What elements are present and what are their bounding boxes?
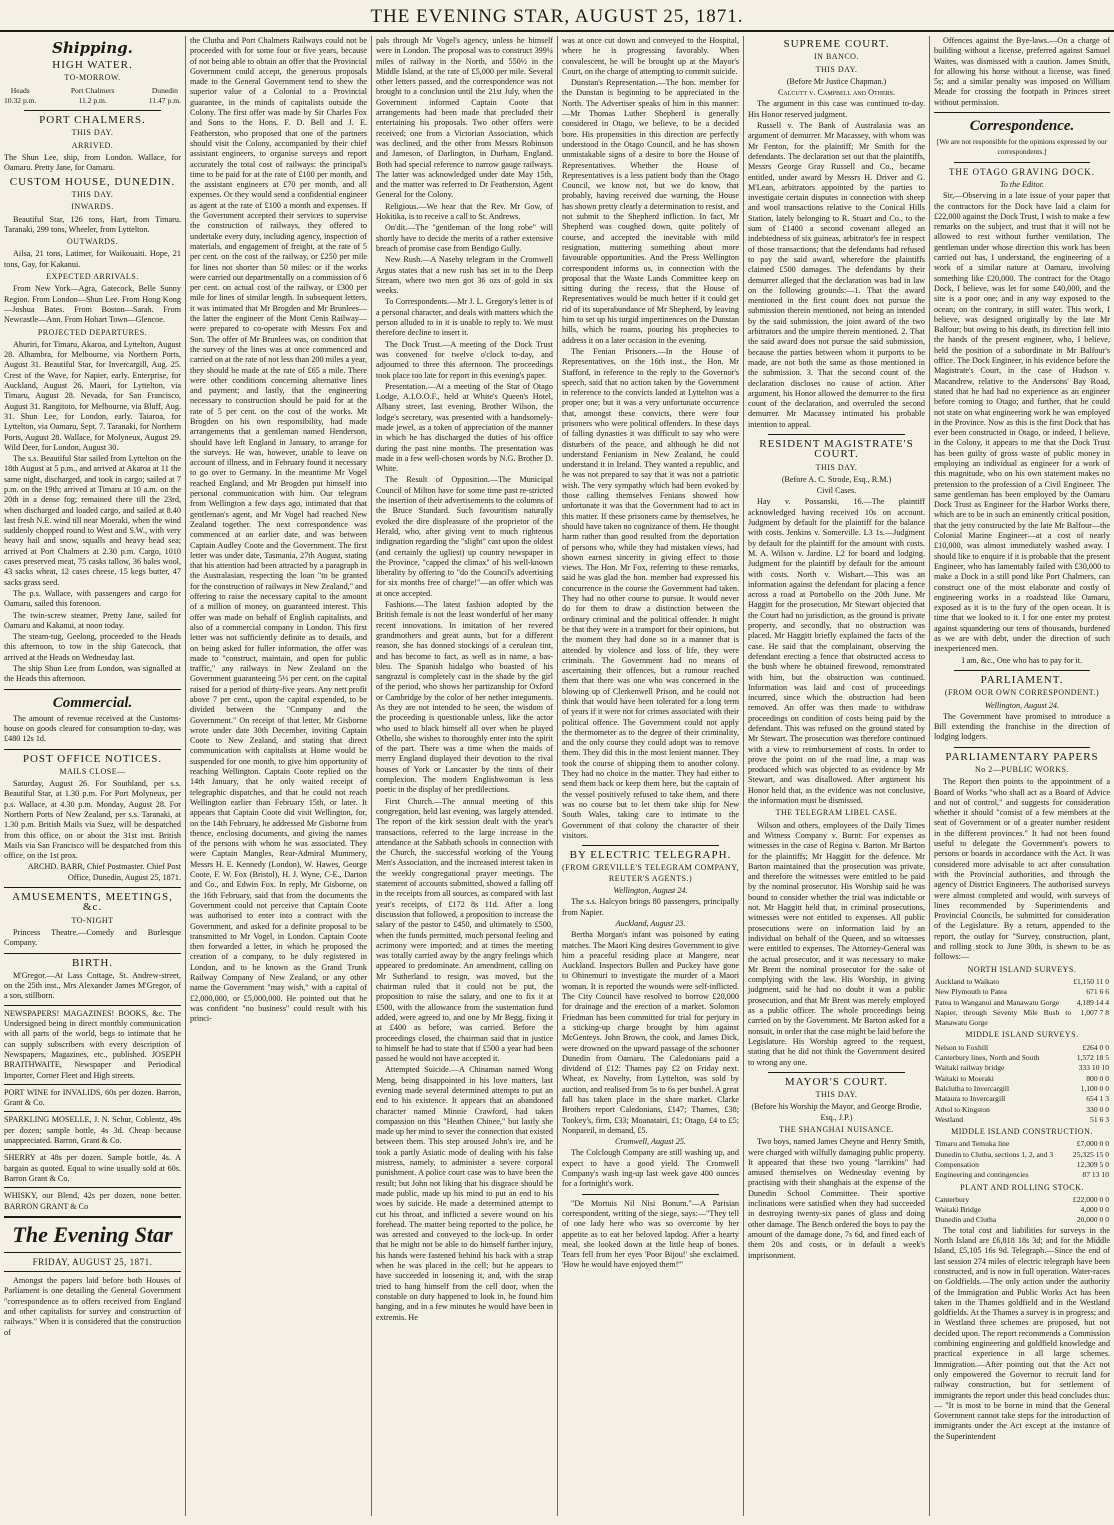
projected-label: PROJECTED DEPARTURES. bbox=[37, 327, 148, 337]
birth-heading: BIRTH. bbox=[71, 956, 114, 969]
table-row: Timaru and Temuka line £7,000 0 0 bbox=[935, 1139, 1109, 1149]
tide-cell: Port Chalmers 11.2 p.m. bbox=[70, 85, 115, 105]
plant-table bbox=[934, 1195, 1110, 1226]
parliament-text: The Government have promised to introduce a Bill extending the franchise in the direction of lodging lodgers. bbox=[934, 711, 1110, 742]
inwards-label: INWARDS. bbox=[71, 202, 114, 212]
customs-heading: CUSTOM HOUSE, DUNEDIN. bbox=[9, 175, 176, 188]
tide-table bbox=[4, 86, 181, 107]
mi-surveys-table bbox=[934, 1043, 1110, 1125]
table-row: Napier, through Seventy Mile Bush to Manawatu Gorge 1,007 7 8 bbox=[935, 1007, 1109, 1028]
in-banco-label: IN BANCO. bbox=[814, 52, 859, 62]
column-3 bbox=[372, 36, 557, 1516]
tomorrow-label: TO-MORROW. bbox=[64, 73, 121, 83]
mayors-court-heading: MAYOR'S COURT. bbox=[784, 1075, 889, 1088]
telegraph-source: (FROM GREVILLE'S TELEGRAM COMPANY, REUTER'S AGENTS.) bbox=[562, 863, 739, 883]
dateline: Wellington, August 24. bbox=[613, 886, 688, 896]
arrived-text: The Shun Lee, ship, from London. Wallace, for Oamaru. Pretty Jane, for Oamaru. bbox=[4, 153, 181, 173]
dateline: Auckland, August 23. bbox=[615, 918, 686, 928]
projected-text: Ahuriri, for Timaru, Akaroa, and Lyttelton, August 28. Alhambra, for Melbourne, via Northern Ports, August 31. Beautiful Star, for Invercargill, Aug. 25. Crest of the Wave, for Napier, early. Enterprise, for Auckland, August 26. Maori, for Lyttelton, via Timaru, August 28. Nevada, for San Francisco, August 31. Rangitoto, for Melbourne, via Bluff, Aug. 31. Shun Lee, for London, early. Taiaroa, for Lyttelton, via Oamaru, Sept. 7. Taranaki, for Northern Ports, August 28. Wallace, for Molyneux, August 29. Wild Deer, for London, August 30. bbox=[4, 339, 181, 452]
table-row: Waitaki Bridge 4,000 0 0 bbox=[935, 1205, 1109, 1215]
masthead: THE EVENING STAR, AUGUST 25, 1871. bbox=[0, 0, 1114, 32]
papers-text: The total cost and liabilities for surveys in the North Island are £6,818 18s 3d; and for the Middle Island, £5,105 16s 9d. Telegraph.—Since the end of last session 274 miles of electric telegraph have been constructed, and is now in full operation. Water-races on Goldfields.—The only action under the authority of the Immigration and Public Works Act has been taken in the Thames goldfield and in the Westland goldfields. At the Thames a survey is in progress; and in Westland three schemes are proposed, but not decided upon. The report recommends a Commission combining engineering and goldfield knowledge and practical experience in all large schemes. Immigration.—After pointing out that the Act not only empowered the Governor to recruit land for railway construction, but for settlement of immigrants the report under this head concludes thus:— "It is most to be borne in mind that the General Government cannot take steps for the introduction of immigrants under the Act except at the instance of the Superintendent bbox=[934, 1225, 1110, 1441]
news-item: The Result of Opposition.—The Municipal Council of Milton have for some time past re-stricted the insertion of their advertisements to the columns of the Bruce Standard. Such favouritism naturally evoked the dire displeasure of the proprietor of the Herald, who, after giving vent to much righteous indignation regarding the "slight" cast upon the oldest (and certainly the ugliest) up country newspaper in the Province, "capped the climax" of his well-known liberality by offering to "do the Council's advertising for six months free of charge!"—an offer which was at once accepted. bbox=[376, 475, 553, 598]
leader-continued: pals through Mr Vogel's agency, unless he himself were in London. The proposal was to construct 399¼ miles of railway in the North, and 550½ in the Middle Island, at the rate of £5,000 per mile. Several other letters passed, and the correspondence was not brought to a conclusion until the 21st July, when the Government informed Captain Coote that arrangements had been made that precluded their entertaining his proposals. Two other offers were received; one from a Victorian Association, which was declined, and the other from Messrs Robinson and Jameson, of Darlington, in Durham, England. Both had special reference to narrow gauge railways. The latter was acknowledged under date May 15th, and the matter was referred to Dr Featherston, Agent General for the Colony. bbox=[376, 36, 553, 200]
outwards-text: Ailsa, 21 tons, Latimer, for Waikouaiti. Hope, 21 tons, Gay, for Kakanui. bbox=[4, 249, 181, 269]
news-item: The Dock Trust.—A meeting of the Dock Trust was convened for twelve o'clock to-day, and adjourned to three this afternoon. The proceedings took place too late for report in this evening's paper. bbox=[376, 339, 553, 380]
case-text: Russell v. The Bank of Australasia was an argument of demurrer. Mr Macassey, with whom was Mr Fenton, for the plaintiff; Mr Smith for the defendants. The declaration set out that the plaintiffs, Messrs George Gray Russell and Co., became entitled, under award by Messrs H. Driver and G. M'Lean, arbitrators appointed by the parties to investigate certain disputes in connection with sheep and wool transactions relative to the Conical Hills Station, lately belonging to R. Stuart and Co., to the sum of £1400 a second covenant alleged an indebtedness of six guineas, arbitrator's fee in respect of those transactions; that the defendants had refused to pay the said award, wherefore the plaintiffs claimed £500 damages. The defendants by their demurrer alleged that the declaration was bad in law on the following grounds:—1. That the award mentioned in the first count does not pursue the submission therein mentioned, not being an intended by the said submission, the joint award of the two arbitrators and the umpire therein mentioned. 2. That the said award does not pursue the said submission, because the parties between whom it purports to be made, are not both the same as those mentioned in the submission. 3. That the second count of the declaration discloses no cause of action. After argument, his Honor allowed the demurrer to the first count of the declaration, and overruled the second demurrer. Mr Macassey intimated his probable intention to appeal. bbox=[748, 121, 925, 429]
shipping-news: The steam-tug, Geelong, proceeded to the Heads this afternoon, to tow in the ship Gatecock, that arrived at the Heads on Wednesday last. bbox=[4, 632, 181, 662]
mails-close-label: MAILS CLOSE— bbox=[59, 766, 126, 776]
post-office-text: Saturday, August 26. For Southland, per s.s. Beautiful Star, at 1.30 p.m. For Port Molyneux, per p.s. Wallace, at 4.30 p.m. Monday, August 28. For Northern Ports of New Zealand, per s.s. Taranaki, at 1.30 p.m. British Mails via Suez, will be despatched from this office, on or about the 31st inst. British Mails via San Francisco will be despatched from this office, on the 1st prox. bbox=[4, 779, 181, 861]
case-text: Two boys, named James Cheyne and Henry Smith, were charged with wilfully damaging public property. It appeared that these two young "larrikins" had amused themselves on Wednesday evening by practising with their shanghais at the expense of the Dunedin School Committee. Their sportive inclinations were satisfied when they had succeeded in destroying twenty-six panes of glass and doing other damage. The Bench ordered the boys to pay the amount of the damage done, 7s 6d, and fined each of them 20s and costs, or in default a week's imprisonment. bbox=[748, 1137, 925, 1260]
shipping-news: The p.s. Wallace, with passengers and cargo for Oamaru, sailed this forenoon. bbox=[4, 588, 181, 609]
leader-text: Amongst the papers laid before both Houses of Parliament is one detailing the General Government "correspondence as to offers received from England and other capitalists for survey and construction of railways." When it is considered that the construction of bbox=[4, 1276, 181, 1337]
newspaper-title: The Evening Star bbox=[12, 1221, 173, 1247]
telegraph-item: The Colclough Company are still washing up, and expect to have a good yield. The Cromwell Company's wash ing-up last week gave 400 ounces for a fortnight's work. bbox=[562, 1148, 739, 1189]
news-item: New Rush.—A Naseby telegram in the Cromwell Argus states that a new rush has set in to the Deep Stream, where two men got 36 ozs of gold in six weeks. bbox=[376, 255, 553, 296]
inwards-text: Beautiful Star, 126 tons, Hart, from Timaru. Taranaki, 299 tons, Wheeler, from Lyttelton. bbox=[4, 214, 181, 234]
advertisement: PORT WINE for INVALIDS, 60s per dozen. Barron, Grant & Co. bbox=[4, 1084, 181, 1109]
leader-continued: the Clutha and Port Chalmers Railways could not be proceeded with for some four or five years, because of not being able to obtain an offer that the Provincial Government could accept, the generous proposals made to the General Government tend to shew the superior value of a Colonial to a Provincial guarantee, in the minds of capitalists outside the Colony. The first offer was made by Sir Charles Fox and Sons to the Hons. F. D. Bell and J. E. Featherston, who proposed that one of the partners should visit the Colony, accompanied by their chief assistant engineers, to organise surveys and report accurately the total cost of railways: the principal's time to be paid for at the rate of £100 per month, and the assistant engineers at £70 per month, and all expenses. Or they would send a confidential engineer as agent at the rate of £100 a month and expenses. If the Government accepted their services to supervise the construction of railways, they offered to undertake every duty, including agency, inspection of materials, and engagement of freight, at the rate of 5 per cent. on the cost of the railway, or £250 per mile for lines not shorter than 50 miles: or if the works were carried out departmentally on a commission of 6 per cent. on actual cost of the railway, or £300 per mile for lines of similar length. In subsequent letters, it was intimated that Mr Brogden and Mr Brunlees—the latter the engineer of the Mont Cenis Railway—were prepared to co-operate with Messrs Fox and Son. The offer of Mr Brunlees was, on condition that the survey of the lines was at once commenced and carried on at the rate of not less than 200 miles a year, they should be made at the rate of £65 a mile. There were other conditions concerning alternative lines and payment; and lastly, that the engineering necessary to construction should be paid for at the rate of 5 per cent. on the cost of the works. Mr Brogden on his own responsibility, had made arrangements that a gentleman named Henderson, should have left England in January, to arrange for the surveys. He was, however, unable to leave on account of illness, and in February found it necessary to go over to Germany. In the meantime Mr Vogel reached England, and Mr Brogden put himself into personal communication with him. Our telegram from Wellington a few days ago, intimated that that gentleman's agent, and Mr Vogel had reached New Zealand together. The next correspondence was commenced at an earlier date, and was between Captain Audley Coote and the Government. The first letter was under date, Tasmania, 27th August, stating that his attention had been attracted by a paragraph in the Australasian, respecting the loan "to be granted for the construction of railways in New Zealand," and offering to raise the necessary capital to the amount of a million of money, on guaranteed interest. This offer was made on behalf of English capitalists, and also of a commercial company in London. This first letter was not sufficiently definite as to details, and on being asked for fuller information, the offer was made to "construct, maintain, and open for public traffic," any railways in New Zealand on the Government guaranteeing 5½ per cent. on the capital raised for a period of thirty-five years. Any nett profit above 7 per cent., upon the capital expended, to be divided between the "Company and the Government." On receipt of that letter, Mr Gisborne wrote under date 30th December, inviting Captain Coote to New Zealand, and stating that direct communication with capitalists at Home would be suspended for one month, to give him opportunity of reaching Wellington. Captain Coote replied on the 14th January, that he only waited receipt of telegraphic dispatches, and that he could not reach Wellington earlier than February 15th, or later. It appears that Captain Coote did visit Wellington, for, on the 14th February, he addressed Mr Gisborne from thence, enclosing documents, and giving the names of the persons with whom he was associated. They were Captain Mangles, Rear-Admiral Mummery, Messrs H. E. Kennedy (London), W. Hawes, George Coote, F. W. Fox (Bristol), H. J. Wyne, C-E., Darton and Co., and Edwin Fox. In reply, Mr Gisborne, on the 16th February, said that from the documents the Government could not perceive that Captain Coote was authorised to enter into a contract with the Government, and asked for a definite proposal to be transmitted to Mr Vogel, in London. Captain Coote then forwarded a letter, in which he proposed the creation of a company, to be duly registered in London, and to be known as the Grand Trunk Railway Company of New Zealand, or any other name the Government "may wish," with a capital of £2,000,000, or £5,000,000. He pointed out that he was confident "no business" could result with his princi- bbox=[190, 36, 367, 1024]
arrived-label: ARRIVED. bbox=[71, 140, 114, 150]
advertisement: WHISKY, our Blend, 42s per dozen, none better. BARRON GRANT & Co bbox=[4, 1187, 181, 1212]
telegraph-heading: BY ELECTRIC TELEGRAPH. bbox=[569, 849, 732, 862]
case-title: Calcutt v. Campbell and Others. bbox=[777, 88, 896, 98]
supreme-court-heading: SUPREME COURT. bbox=[783, 38, 890, 50]
shipping-news: The s.s. Beautiful Star sailed from Lyttelton on the 18th August at 5 p.m., and arrived at Akaroa at 11 the same night, discharged, and took in cargo; sailed at 7 p.m. on the 19th; arrived at Timaru at 10 a.m. on the 20th in a dense fog; remained there till the 23rd, when discharged and loaded cargo, and sailed at 8.40 last fresh N.E. wind till near Moeraki, when the wind suddenly chopped round to West and S.W., with very heavy hail and snow, squalls and heavy head sea; arrived at Port Chalmers at 2.30 p.m. Cargo, 1010 cases preserved meat, 75 casks tallow, 36 bales wool, 43 sacks wheat, 12 cases cheese, 15 kegs butter, 47 sacks grass seed. bbox=[4, 454, 181, 587]
letter-text: Sir,—Observing in a late issue of your paper that the contractors for the Dock have laid a claim for £22,000 against the Dock Trust, I wish to make a few remarks on the subject, and trust that it will not be allowed to rest without further ventilation. The gentleman under whose direction this work has been carried out has, I understand, the engineering of a work of a similar nature at Oamaru, involving something like £20,000. The contract for the Otago Dock, I believe, was let for some £40,000, and the site is a poor one; and in any way exposed to the ocean; on the contrary, in still water. This work, I believe, was designed originally by the late Mr Balfour; but owing to his death, its direction fell into the hands of the present engineer, who, I believe, held the position of a subordinate in Mr Balfour's office. The Dock Engineer, in his evidence before the Magistrate's Court, in the case of Hudson v. Macandrew, relative to the Andersons' Bay Road, stated that he had had no experience as an engineer before coming to Otago; and further, that he could not state on what engineering work he was employed in the Province. Now as this is the first Dock that has ever been constructed in Otago, or indeed, I believe, in the Colony, it appears to me that the Dock Trust has been guilty of gross waste of public money in employing an individual as engineer for a work of this magnitude, who on his own statement makes no pretension to the profession of a Civil Engineer. The same gentleman has been employed by the Oamaru Dock Trust as Engineer for the Harbor Works there, which are to be in such an eminently critical position, that the jetty constructed by the late Mr Balfour—the Colonial Marine Engineer—at a cost of nearly £10,000, was almost immediately washed away. I should like to enquire if it is probable that the present Engineer, who has lamentably failed with £30,000 to make a Dock in a still pond like Port Chalmers, can construct one of the most elaborate and costly of engineering works in a roadstead like Oamaru, exposed as it is to the fury of the open ocean. It is time that we looked to it. I for one enter my protest against squandering our tens of thousands, burdened as we are with debt, under the direction of such inexperienced men. bbox=[934, 191, 1110, 654]
shipping-news: The twin-screw steamer, Pretty Jane, sailed for Oamaru and Kakanui, at noon today. bbox=[4, 610, 181, 630]
news-item: On'dit.—The "gentleman of the long robe" will shortly have to decide the merits of a rather extensive breach of promise case from Bendigo Gully. bbox=[376, 223, 553, 253]
nuisance-heading: THE SHANGHAI NUISANCE. bbox=[779, 1124, 894, 1134]
court-before: (Before A. C. Strode, Esq., R.M.) bbox=[781, 474, 892, 484]
table-row: Compensation 12,309 5 0 bbox=[935, 1159, 1109, 1169]
table-row: Canterbury lines, North and South 1,572 18 5 bbox=[935, 1053, 1109, 1063]
birth-text: M'Gregor.—At Lass Cottage, St. Andrew-street, on the 25th inst., Mrs Alexander James M'Gregor, of a son, stillborn. bbox=[4, 970, 181, 1001]
news-item: Presentation.—At a meeting of the Star of Otago Lodge, A.I.O.O.F., held at White's Queen's Hotel, Albany street, last evening, Brother Wilson, the lodge's secretary, was presented with a handsomely-made jewel, as a token of appreciation of the manner in which he has discharged the duties of his office during the past nine months. The presentation was made in a few well-chosen words by N.G. Brother D. White. bbox=[376, 381, 553, 474]
table-row: Auckland to Waikato £1,150 11 0 bbox=[935, 976, 1109, 986]
tonight-label: TO-NIGHT bbox=[71, 915, 114, 925]
news-item: The Fenian Prisoners.—In the House of Representatives, on the 16th inst., the Hon. Mr Stafford, in reference to the reply to the Governor's speech, said that no action taken by the Government in reference to the convicts landed at Lyttelton was a proper one; but it was a very unfortunate occurrence that, amongst these convicts, there were four prisoners who were political offenders. In these days of falling dynasties it was difficult to say who were disturbers of the peace, and although he did not understand Fenianism in New Zealand, he could understand it in Ireland. They wanted a republic, and he was not prepared to say that it was not a patriotic wish. The very sympathy which had been evoked by those calling themselves Fenians showed how unfortunate it was that the Government had to act in this matter. If these prisoners came by themselves, he should have taken no cognizance of them. He thought harm rather than good resulted from the deportation of persons who, while they had mistaken views, had shown earnest sincerity in giving effect to those views. The Hon. Mr Fox, referring to these remarks, said he was glad the hon. member had expressed his concurrence in the course the Government had taken. They had no other course to pursue. It would never do for them to draw a distinction between the ordinary criminal and the political offender. It might be that they were in a transport for their opinions, but the moment they had done so in a manner that is attended by violence and loss of life, they were criminals. The Government had no means of ascertaining their offences, but a rumour reached them that there was one who was concerned in the blowing up of Clerkenwell Prison, and he could not think that would have been tolerated for a long term of years if it were not for crimes associated with their political offence. The Government could not apply the thermometer as to the degree of their criminality, and the only course they could adopt was to remove them. They did this in the most lenient manner. They took the course of shipping them to another colony. They had no choice in the matter. They had either to send them back or keep them here, but the captain of the vessel positively refused to take them, and there was no course but to let them take ship for New South Wales, taking care to intimate to the Government of that colony the character of their visitors. bbox=[562, 346, 739, 840]
libel-heading: THE TELEGRAM LIBEL CASE. bbox=[775, 808, 898, 818]
papers-subheading: No 2—PUBLIC WORKS. bbox=[975, 765, 1069, 774]
shipping-news: The ship Shun Lee from London, was signalled at the Heads this afternoon. bbox=[4, 664, 181, 684]
amusements-text: Princess Theatre.—Comedy and Burlesque Company. bbox=[4, 927, 181, 948]
news-item: Fashions.—The latest fashion adopted by the British female is not the least wonderful of her many recent innovations. In imitation of her revered grandmothers and great aunts, but for a different reason, she has donned stockings of a cerulean tint, and has become to fact, as well as in name, a bas-bleu. The Spanish hidalgo who boasted of his sangrazul is completely cast in the shade by the girl of the period, who shows her partizanship for Oxford or Cambridge by the color of her nether integuments. As they are not intended to be seen, the wisdom of the proceeding is questionable unless, like the actor who used to black himself all over when he played Othello, she wishes to thoroughly enter into the spirit of the part. There was a time when the maids of merry England displayed their devotion to the rival houses of York or Lancaster by the tints of their complexion. The modern Englishwoman is less poetic in the display of her predilections. bbox=[376, 600, 553, 795]
letter-heading: THE OTAGO GRAVING DOCK. bbox=[948, 166, 1096, 177]
table-row: Waitaki to Moeraki 800 0 0 bbox=[935, 1073, 1109, 1083]
table-row: Patea to Wanganui and Manawatu Gorge 4,189 14 4 bbox=[935, 997, 1109, 1007]
ni-surveys-heading: NORTH ISLAND SURVEYS. bbox=[967, 964, 1077, 974]
advertisement: SPARKLING MOSELLE, J. N. Schur, Coblentz, 49s per dozen; sample bottle, 4s 3d. Cheap because unappreciated. Barron, Grant & Co. bbox=[4, 1111, 181, 1146]
correspondence-heading: Correspondence. bbox=[969, 118, 1075, 135]
correspondence-note: [We are not responsible for the opinions expressed by our correspondents.] bbox=[936, 137, 1108, 157]
telegraph-item: The s.s. Halcyon brings 80 passengers, principally from Napier. bbox=[562, 897, 739, 917]
high-water-heading: HIGH WATER. bbox=[52, 59, 133, 71]
expected-text: From New York—Agra, Gatecock, Belle Sunny Region. From London—Shun Lee. From Hong Kong—Joshua Bates. From Boston—Sarah. From Newcastle—Ann. From Hobart Town—Glencoe. bbox=[4, 284, 181, 325]
this-day-label: THIS DAY. bbox=[71, 128, 114, 138]
table-row: Engineering and contingencies 87 13 10 bbox=[935, 1170, 1109, 1180]
mayor-day-label: THIS DAY. bbox=[815, 1090, 858, 1100]
column-5 bbox=[744, 36, 929, 1516]
ni-surveys-table bbox=[934, 977, 1110, 1028]
shipping-heading: Shipping. bbox=[52, 39, 133, 57]
case-text: Hay v. Possanski, 16.—The plaintiff acknowledged having received 10s on account. Judgment by default for the plaintiff for the balance with costs. Jenkins v. Somerville. L3 1s.—Judgment by default for the plaintiff for the amount with costs. M. A. Wilson v. Jardine. L2 for board and lodging. Judgment for the plaintiff by default for the amount with costs. North v. Wishart.—This was an information against the defendant for placing a fence across a road at Portobello on the 20th June. Mr Haggitt for the prosecution, Mr Stewart objected that the Court had no jurisdiction, as the ground is private property, and secondly, that no obstruction was placed. Mr Haggitt briefly explained the facts of the case. He said that the complainant, observing the defendant erecting a fence that obstructed access to the bush where he obtained firewood, remonstrated with him, but the obstruction was continued. Information was laid and cost of proceedings incurred, since which the obstruction had been removed. An offer was then made to withdraw proceedings on condition of costs being paid by the defendant. This was refused on the ground stated by Mr Stewart. The prosecution was therefore continued with a view to reimbursement of costs. In order to prove the point on of the road line, a map was produced which was objected to as evidence by Mr Stewart, and was disallowed. After argument his Honor held that, as the evidence was not conclusive, the information must be dismissed. bbox=[748, 497, 925, 806]
post-office-heading: POST OFFICE NOTICES. bbox=[22, 752, 163, 765]
civil-cases-label: Civil Cases. bbox=[816, 486, 857, 496]
table-row: Dunedin and Clutha 20,000 0 0 bbox=[935, 1215, 1109, 1225]
news-item: Religious.—We hear that the Rev. Mr Gow, of Hokitika, is to receive a call to St. Andrews. bbox=[376, 201, 553, 222]
table-row: Canterbury £22,000 0 0 bbox=[935, 1194, 1109, 1204]
table-row: Nelson to Foxhill £264 0 0 bbox=[935, 1042, 1109, 1052]
dateline: Wellington, August 24. bbox=[984, 700, 1060, 710]
dateline: Cromwell, August 25. bbox=[615, 1137, 686, 1147]
table-row: Dunedin to Clutha, sections 1, 2, and 3 25,325 15 0 bbox=[935, 1149, 1109, 1159]
news-item: Attempted Suicide.—A Chinaman named Wong Meng, being disappointed in his love matters, last evening made several determined attempts to put an end to his existence. It appears that an abandoned character named Minnie Crawford, had taken compassion on this "Heathen Chinee," but lastly she made up her mind to sever the connection that existed between them. This step aroused John's ire, and he took a partly Asiatic mode of dealing with his false mistress, namely, to administer a severe corporal punishment. A police court case was to have been the result; but John not liking that his disgrace should be made public, made up his mind to put an end to his woes by suicide. He made a determined attempt to cut his throat, and inflicted a severe wound on his forehead. The matter being reported to the police, he was arrested and conveyed to the lock-up. In order that he might not be able to do himself further injury, his hands were fastened behind his back with a strap when he was placed in the cell; but he appears to have succeeded in loosening it, and, with the strap tried to hang himself from the cell door, when the constable on duty happened to look in, he found him hanging, and in a few minutes he would have been in extremis. He bbox=[376, 1065, 553, 1322]
case-text: Wilson and others, employees of the Daily Times and Witness Company v. Burnt: For expenses as witnesses in the case of Regina v. Barton. Mr Barton for the plaintiffs; Mr Haggitt for the defence. Mr Barton maintained that the prosecution was private, and therefore the witnesses were entitled to be paid by the nominal prosecutor. His Worship said he was bound to consider whether the trial was indictable or not. Mr Haggitt held that, in criminal prosecutions, witnesses were not entitled to expenses. All public prosecutions were on information laid by an individual on behalf of the Queen, and so witnesses were entitled to expenses. The Attorney-General was the actual prosecutor, and it was necessary to make Mr Brent the nominal prosecutor for the sake of complying with the law. His Worship, in giving judgment, said he had no doubt it was a public prosecution, and that Mr Brent was merely employed as a public officer. The whole proceedings being carried on by the Government. Mr Barton asked for a nonsuit, in order that the case might be laid before the Legislature. His Worship agreed to the request, stating that he did not think the Government desired to wrong any one. bbox=[748, 820, 925, 1067]
mi-construction-table bbox=[934, 1139, 1110, 1180]
table-row: Balclutha to Invercargill 1,100 0 0 bbox=[935, 1083, 1109, 1093]
post-office-signature: ARCHD. BARR, Chief Postmaster. Chief Post Office, Dunedin, August 25, 1871. bbox=[27, 862, 181, 882]
papers-heading: PARLIAMENTARY PAPERS bbox=[945, 750, 1099, 763]
table-row: Athol to Kingston 330 0 0 bbox=[935, 1104, 1109, 1114]
column-6 bbox=[930, 36, 1114, 1516]
news-item: Dunstan's Representation.—The hon. member for the Dunstan is beginning to be appreciated in the North. The Advertiser speaks of him in this manner:—Mr Thomas Luther Shepherd is generally considered in Otago, we believe, to be a decided bore. His propensities in this direction are perfectly understood in the Otago Council, and he has shown unmistakable signs of a desire to bore the House of Representatives. Whether the House of Representatives is a less patient body than the Otago Council, we know not, but we do know, that probably, having received due warning, the House has shown pretty clearly a determination to resist, and not submit to the Shepherd infliction. In fact, Mr Shepherd was coughed down, quite politely of course, and accepted the inevitable with mild resignation, muttering something about more favourable opportunities. And the Press Wellington correspondent informs us, in connection with the proposal that the Waste Lands Committee keep on sitting during the recess, that the House of Representatives would be much better if it could get rid of its superabundance of Mr Shepherd, by leaving him to set up his turgid impertinences on the Dunstan hills, which he roams, pouring his prophecies to address it on a later occasion in the evening. bbox=[562, 78, 739, 345]
amusements-heading: AMUSEMENTS, MEETINGS, &c. bbox=[12, 891, 173, 914]
column-4 bbox=[558, 36, 743, 1516]
court-before: (Before Mr Justice Chapman.) bbox=[786, 76, 887, 86]
rm-court-heading: RESIDENT MAGISTRATE'S COURT. bbox=[759, 437, 914, 461]
mi-construction-heading: MIDDLE ISLAND CONSTRUCTION. bbox=[951, 1127, 1093, 1137]
news-item: "De Mortuis Nil Nisi Bonum."—A Parisian correspondent, writing of the siege, says:—"They tell of one lady here who was so overcome by her appetite as to eat her beloved lapdog. After a hearty meal, she looked down at the little heap of bones. Tears fell from her eyes 'Poor Bijou!' she exclaimed. 'How he would have enjoyed them!'" bbox=[562, 1198, 739, 1270]
tide-cell: Heads 10.32 p.m. bbox=[4, 85, 37, 105]
tide-cell: Dunedin 11.47 p.m. bbox=[148, 85, 181, 105]
news-item: Offences against the Bye-laws.—On a charge of building without a license, preferred against Samuel Waites, was dismissed with a caution. James Smith, for allowing his horse without a license, was fined 5s; and a similar penalty was imposed on William Meade for crossing the footpath in Princes street without permission. bbox=[934, 36, 1110, 107]
mi-surveys-heading: MIDDLE ISLAND SURVEYS. bbox=[965, 1030, 1079, 1040]
news-item: To Correspondents.—Mr J. L. Gregory's letter is of a personal character, and deals with matters which the person alluded to in it is unable to reply to. We must therefore decline to insert it. bbox=[376, 297, 553, 338]
advertisement: SHERRY at 48s per dozen. Sample bottle, 4s. A bargain as quoted. Equal to wine usually sold at 60s. Barron Grant & Co. bbox=[4, 1149, 181, 1184]
table-row: Waitaki railway bridge 333 10 10 bbox=[935, 1063, 1109, 1073]
letter-salutation: To the Editor. bbox=[999, 179, 1045, 189]
issue-date: FRIDAY, AUGUST 25, 1871. bbox=[32, 1256, 153, 1267]
parliament-source: (FROM OUR OWN CORRESPONDENT.) bbox=[944, 688, 1100, 698]
expected-label: EXPECTED ARRIVALS. bbox=[46, 272, 139, 282]
parliament-heading: PARLIAMENT. bbox=[980, 673, 1064, 686]
papers-text: The Report then points to the appointment of a Board of Works "who shall act as a Board of Advice and not of control," and suggests for consideration whether it should "consist of a few members at the seat of Government or of a greater number resident in the different provinces." It had not been found useful to delegate the Government's powers to persons or boards in accordance with the Act. It was considered more advisable to act after consultation with the Provincial authorities, and through the agency of District Engineers. The authorised surveys were almost completed and would, with surveys of lines recommended by Superintendents and Provincial Councils, be submitted for consideration of the Legislature. By a return, appended to the report, the outlay for "Survey, construction, plant, and rolling stock to June 30th, is shewn to be as follows:— bbox=[934, 777, 1110, 962]
this-day-label: THIS DAY. bbox=[815, 64, 858, 74]
court-before: (Before his Worship the Mayor, and George Brodie, Esq., J.P.) bbox=[751, 1102, 922, 1122]
plant-heading: PLANT AND ROLLING STOCK. bbox=[960, 1182, 1084, 1192]
letter-signature: I am, &c., One who has to pay for it. bbox=[961, 655, 1083, 665]
news-item: First Church.—The annual meeting of this congregation, held last evening, was largely attended. The report of the kirk session dealt with the year's transactions, referred to the large increase in the attendance at the Sabbath schools in connection with the Church, the successful working of the Young Men's Association, and the increased interest taken in the weekly congregational prayer meetings. The statement of accounts submitted, showed a falling off in the receipts from all sources, as compared with last year's receipts, of £172 8s 11d. After a long discussion that followed, a proposition to increase the salary of the pastor to £450, and ultimately to £500, when the funds permitted, much personal feeling and acrimony were imported; and at times the meeting was totally carried away by the angry feelings which appeared to predominate. An amendment, calling on Mr Sutherland to resign, was moved, but the chairman ruled that it could not be put, the proposition to raise the salary, and one to fix it at £500, with the allowance from the sustentation fund added, were agreed to, and one by Mr Begg, fixing it at £400 as before, was carried. Before the proceedings closed, the chairman said that in justice to himself he had to state that if £500 a year had been passed he would not have accepted it. bbox=[376, 796, 553, 1064]
advertisement: NEWSPAPERS! MAGAZINES! BOOKS, &c. The Undersigned being in direct monthly communication with all parts of the world, begs to intimate that he can supply subscribers with every description of Newspapers, Magazines, etc., published. JOSEPH BRAITHWAITE, Newspaper and Periodical Importer, Corner Fleet and High streets. bbox=[4, 1005, 181, 1081]
commercial-text: The amount of revenue received at the Customs-house on goods cleared for consumption to-day, was £480 12s 1d. bbox=[4, 713, 181, 744]
news-item: was at once cut down and conveyed to the Hospital, where he is progressing favorably. When convalescent, he will be brought up at the Mayor's Court, on the charge of attempting to commit suicide. bbox=[562, 36, 739, 76]
table-row: Westland 51 6 3 bbox=[935, 1114, 1109, 1124]
case-text: The argument in this case was continued to-day. His Honor reserved judgment. bbox=[748, 99, 925, 119]
column-1 bbox=[0, 36, 185, 1516]
table-row: New Plymouth to Patea 671 6 6 bbox=[935, 987, 1109, 997]
table-row: Mataura to Invercargill 654 1 3 bbox=[935, 1094, 1109, 1104]
commercial-heading: Commercial. bbox=[52, 694, 133, 711]
telegraph-item: Bertha Morgan's infant was poisoned by eating matches. The Maori King desires Government to give him a peaceful residing place at Mangere, near Auckland. Inspectors Bullen and Puckey have gone to Ohinemuri to investigate the murder of a Maori woman. It is reported the wounds were self-inflicted. The City Council have resolved to borrow £20,000 for drainage and the erection of a market. Solomon Friedman has been committed for trial for perjury in a sticking-up charge brought by him against McGenteys. John Brown, the cook, and James Dick, were drowned on the upward passage of the schooner Dunedin from Oamaru. The Caledonians paid a dividend of £12: Thames pay £2 on Friday next. Wheat, ex Novelty, from Lyttelton, was sold by auction, and realised from 5s to 6s per bushel. A great fall has taken place in the share market. Clarke Brothers report Caledonians, £147; Thames, £38; Tookey's, firm, £33; Moanatairi, £1; Otago, £4 to £5; Nonpareil, in demand, £5. bbox=[562, 930, 739, 1135]
column-2 bbox=[186, 36, 371, 1516]
outwards-label: OUTWARDS. bbox=[67, 237, 118, 247]
customs-day-label: THIS DAY. bbox=[71, 189, 114, 199]
rm-day-label: THIS DAY. bbox=[815, 462, 858, 472]
port-chalmers-heading: PORT CHALMERS. bbox=[39, 114, 146, 127]
